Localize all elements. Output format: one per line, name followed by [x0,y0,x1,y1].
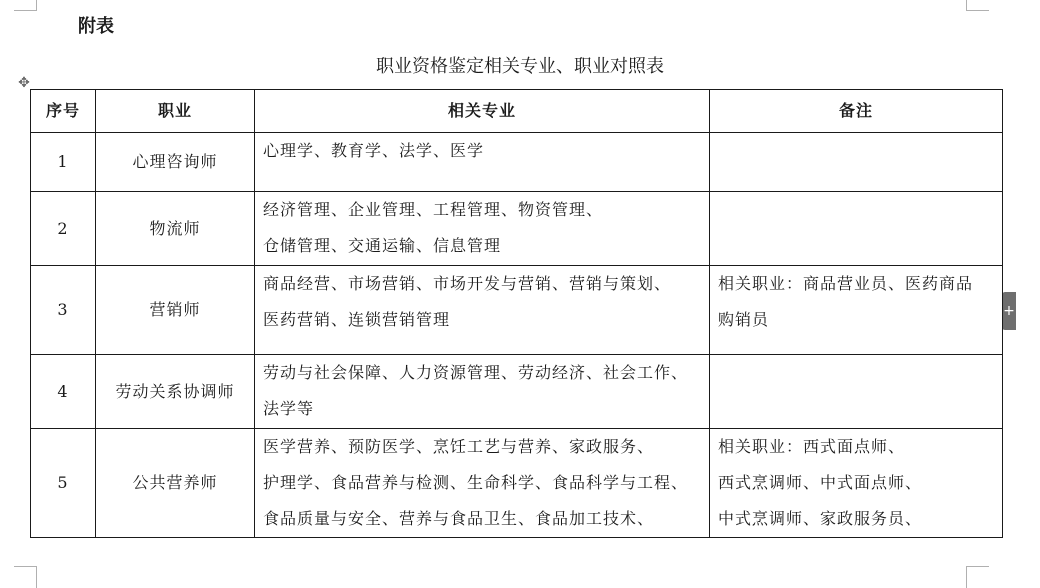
cell-notes [710,133,1003,192]
notes-line: 中式烹调师、家政服务员、 [718,509,923,528]
cell-no: 4 [31,355,96,429]
move-icon[interactable]: ✥ [18,75,30,91]
table-row [31,266,1003,355]
crop-mark-top-right [966,0,989,11]
majors-line: 医药营销、连锁营销管理 [263,310,451,329]
notes-line: 相关职业：西式面点师、 [718,437,906,456]
majors-line: 食品质量与安全、营养与食品卫生、食品加工技术、 [263,509,655,528]
header-notes: 备注 [710,90,1003,133]
majors-line: 劳动与社会保障、人力资源管理、劳动经济、社会工作、 [263,363,689,382]
crop-mark-bottom-left [14,566,37,588]
appendix-label: 附表 [78,16,114,37]
cell-no: 5 [31,429,96,538]
table-row [31,429,1003,538]
header-majors: 相关专业 [255,90,710,133]
table-row [31,192,1003,266]
majors-line: 仓储管理、交通运输、信息管理 [263,236,502,255]
header-no: 序号 [31,90,96,133]
cell-job: 营销师 [96,266,255,355]
notes-line: 相关职业：商品营业员、医药商品 [718,274,974,293]
cell-job: 公共营养师 [96,429,255,538]
table-row [31,355,1003,429]
crop-mark-top-left [14,0,37,11]
table-header-row [31,90,1003,133]
cell-notes [710,266,1003,355]
cell-job: 劳动关系协调师 [96,355,255,429]
comparison-table [30,89,1003,538]
cell-notes [710,429,1003,538]
majors-line: 商品经营、市场营销、市场开发与营销、营销与策划、 [263,274,672,293]
cell-no: 3 [31,266,96,355]
cell-no: 1 [31,133,96,192]
cell-job: 物流师 [96,192,255,266]
cell-majors [255,429,710,538]
cell-majors [255,355,710,429]
cell-majors [255,133,710,192]
document-title: 职业资格鉴定相关专业、职业对照表 [376,56,664,77]
crop-mark-bottom-right [966,566,989,588]
notes-line: 购销员 [718,310,770,329]
cell-majors [255,192,710,266]
majors-line: 经济管理、企业管理、工程管理、物资管理、 [263,200,604,219]
cell-no: 2 [31,192,96,266]
cell-majors [255,266,710,355]
cell-job: 心理咨询师 [96,133,255,192]
cell-notes [710,192,1003,266]
majors-line: 护理学、食品营养与检测、生命科学、食品科学与工程、 [263,473,689,492]
notes-line: 西式烹调师、中式面点师、 [718,473,923,492]
majors-line: 心理学、教育学、法学、医学 [263,141,485,160]
majors-line: 医学营养、预防医学、烹饪工艺与营养、家政服务、 [263,437,655,456]
header-job: 职业 [96,90,255,133]
table-row [31,133,1003,192]
plus-icon[interactable]: + [1002,292,1016,330]
majors-line: 法学等 [263,399,315,418]
cell-notes [710,355,1003,429]
